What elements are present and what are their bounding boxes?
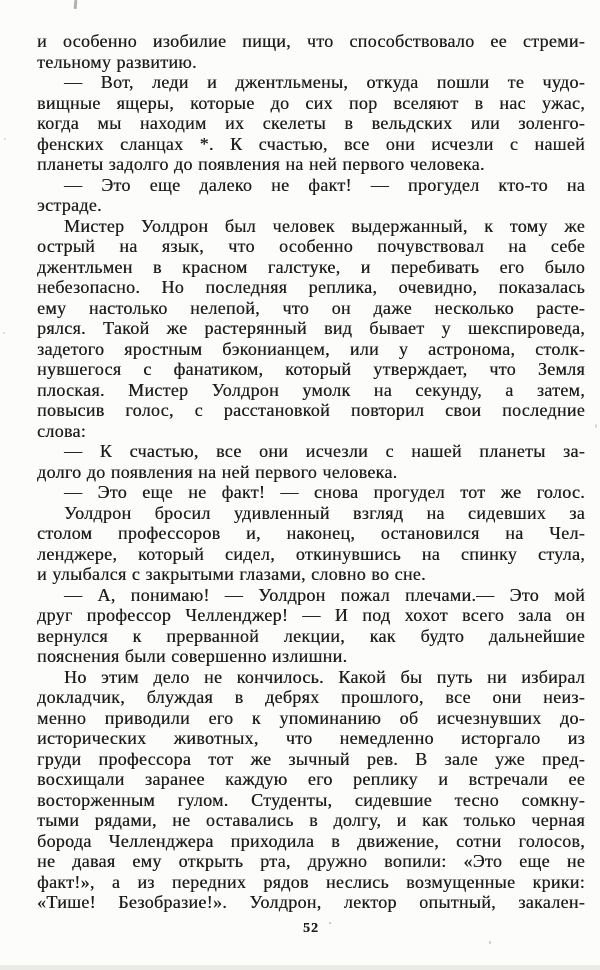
text-line: планеты задолго до появления на ней первого человека. <box>37 154 485 174</box>
text-line: докладчик, блуждая в дебрях прошлого, все они неиз- <box>37 687 585 707</box>
page-number: 52 <box>303 921 319 936</box>
text-line: восхищали заранее каждую его реплику и встречали ее <box>37 769 585 789</box>
text-line: нувшегося с фанатиком, который утверждает, что Земля <box>37 359 585 379</box>
text-line: Уолдрон бросил удивленный взгляд на сидевших за <box>64 502 585 523</box>
text-line: острый на язык, что особенно почувствовал на себе <box>37 236 585 256</box>
scan-speck <box>329 922 331 924</box>
page-text <box>37 31 585 913</box>
text-line: — Это еще не факт! — снова прогудел тот же голос. <box>64 482 585 502</box>
text-line: задетого яростным бэконианцем, или у астронома, столк- <box>37 338 585 359</box>
scan-speck <box>3 332 5 334</box>
text-line: друг профессор Челленджер! — И под хохот всего зала он <box>37 605 585 625</box>
text-line: небезопасно. Но последняя реплика, очевидно, показалась <box>37 277 585 297</box>
text-line: тыми рядами, не оставались в долгу, и как только черная <box>37 810 585 830</box>
text-line: и особенно изобилие пищи, что способствовало ее стреми- <box>37 31 585 51</box>
text-line: плоская. Мистер Уолдрон умолк на секунду, а затем, <box>37 379 585 400</box>
text-line: когда мы находим их скелеты в вельдских или золенго- <box>37 113 585 133</box>
text-line: джентльмен в красном галстуке, и перебивать его было <box>37 256 585 277</box>
text-line: восторженным гулом. Студенты, сидевшие тесно сомкну- <box>37 789 585 810</box>
text-line: не давая ему открыть рта, дружно вопили: «Это еще не <box>37 851 585 871</box>
text-line: фенских сланцах *. К счастью, все они исчезли с нашей <box>37 133 585 154</box>
text-line: — Вот, леди и джентльмены, откуда пошли те чудо- <box>64 72 585 92</box>
text-line: повысив голос, с расстановкой повторил свои последние <box>37 400 585 420</box>
text-line: слова: <box>37 420 87 441</box>
text-line: пояснения были совершенно излишни. <box>37 646 348 666</box>
text-line: долго до появления на ней первого человека. <box>37 461 398 482</box>
text-line: рялся. Такой же растерянный вид бывает у шекспироведа, <box>37 318 585 338</box>
text-line: Мистер Уолдрон был человек выдержанный, к тому же <box>64 215 585 236</box>
text-line: — Это еще далеко не факт! — прогудел кто-то на <box>64 174 585 195</box>
text-line: эстраде. <box>37 195 102 215</box>
text-line: исторических животных, что немедленно исторгало из <box>37 728 585 748</box>
text-line: факт!», а из передних рядов неслись возмущенные крики: <box>37 871 585 892</box>
text-line: вернулся к прерванной лекции, как будто дальнейшие <box>37 625 585 646</box>
text-line: — А, понимаю! — Уолдрон пожал плечами.— Это мой <box>64 584 585 605</box>
text-line: столом профессоров и, наконец, остановился на Чел- <box>37 523 585 543</box>
text-line: тельному развитию. <box>37 51 197 72</box>
text-line: ленджере, который сидел, откинувшись на спинку стула, <box>37 543 585 564</box>
text-line: борода Челленджера приходила в движение, сотни голосов, <box>37 830 585 851</box>
text-line: «Тише! Безобразие!». Уолдрон, лектор опытный, закален- <box>37 892 585 912</box>
text-line: — К счастью, все они исчезли с нашей планеты за- <box>64 441 585 461</box>
scan-speck <box>595 424 597 428</box>
text-line: ему настолько нелепой, что он даже несколько расте- <box>37 297 585 318</box>
scan-speck <box>74 0 78 9</box>
text-line: вищные ящеры, которые до сих пор вселяют в нас ужас, <box>37 92 585 113</box>
text-line: и улыбался с закрытыми глазами, словно во сне. <box>37 564 426 584</box>
text-line: груди профессора тот же зычный рев. В зале уже пред- <box>37 748 585 769</box>
scan-bottom-edge <box>0 965 600 970</box>
text-line: менно приводили его к упоминанию об исчезнувших до- <box>37 707 585 728</box>
text-line: Но этим дело не кончилось. Какой бы путь ни избирал <box>64 666 585 687</box>
scan-speck <box>4 138 6 140</box>
scan-speck <box>489 941 491 944</box>
